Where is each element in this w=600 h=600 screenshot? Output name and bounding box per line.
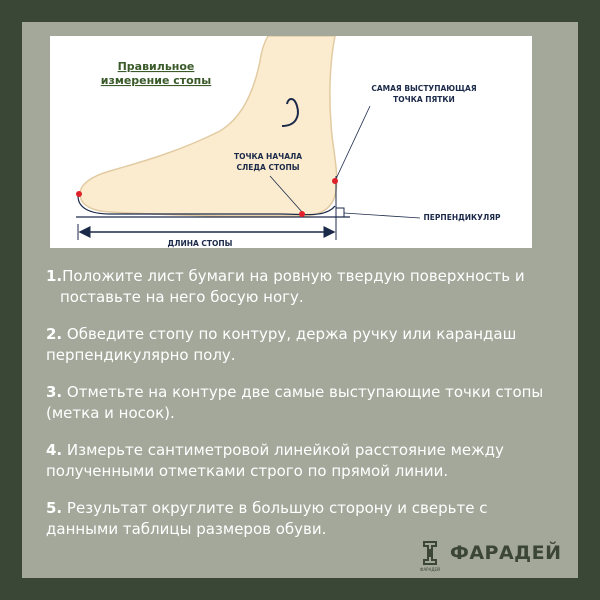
- foot-length-label: ДЛИНА СТОПЫ: [167, 239, 233, 248]
- brand-logo: [420, 540, 562, 572]
- diagram-title-line1: Правильное: [117, 60, 195, 73]
- instruction-step-3: 3. Отметьте на контуре две самые выступающие точки стопы (метка и носок).: [46, 383, 544, 422]
- heel-point-label-line1: САМАЯ ВЫСТУПАЮЩАЯ: [371, 84, 477, 93]
- brand-mark-icon: [420, 540, 440, 572]
- trace-start-marker: [299, 211, 305, 217]
- brand-name: ФАРАДЕЙ: [450, 542, 562, 564]
- heel-point-label-line2: ТОЧКА ПЯТКИ: [393, 95, 455, 104]
- instruction-step-2: 2. Обведите стопу по контуру, держа ручку или карандаш перпендикулярно полу.: [46, 325, 517, 364]
- trace-start-label-line1: ТОЧКА НАЧАЛА: [233, 152, 303, 161]
- instruction-step-4: 4. Измерьте сантиметровой линейкой расстояние между полученными отметками строго по прямой линии.: [46, 441, 504, 480]
- toe-marker: [76, 191, 82, 197]
- instructions-list: [46, 266, 556, 556]
- instruction-step-5: 5. Результат округлите в большую сторону и сверьте с данными таблицы размеров обуви.: [46, 499, 488, 538]
- foot-measurement-diagram: [50, 36, 532, 248]
- instruction-step-1: 1.Положите лист бумаги на ровную твердую поверхность и поставьте на него босую ногу.: [46, 267, 525, 306]
- brand-mark-caption: ФАРАДЕЙ: [420, 567, 440, 572]
- perpendicular-pointer: [344, 213, 420, 218]
- diagram-title-line2: измерение стопы: [100, 74, 212, 87]
- content-panel: [22, 22, 578, 578]
- right-angle-mark: [336, 208, 344, 217]
- perpendicular-label: ПЕРПЕНДИКУЛЯР: [423, 213, 501, 222]
- trace-start-label-line2: СЛЕДА СТОПЫ: [236, 163, 300, 172]
- heel-point-pointer: [335, 106, 370, 181]
- heel-marker: [332, 178, 338, 184]
- foot-illustration: [50, 36, 532, 248]
